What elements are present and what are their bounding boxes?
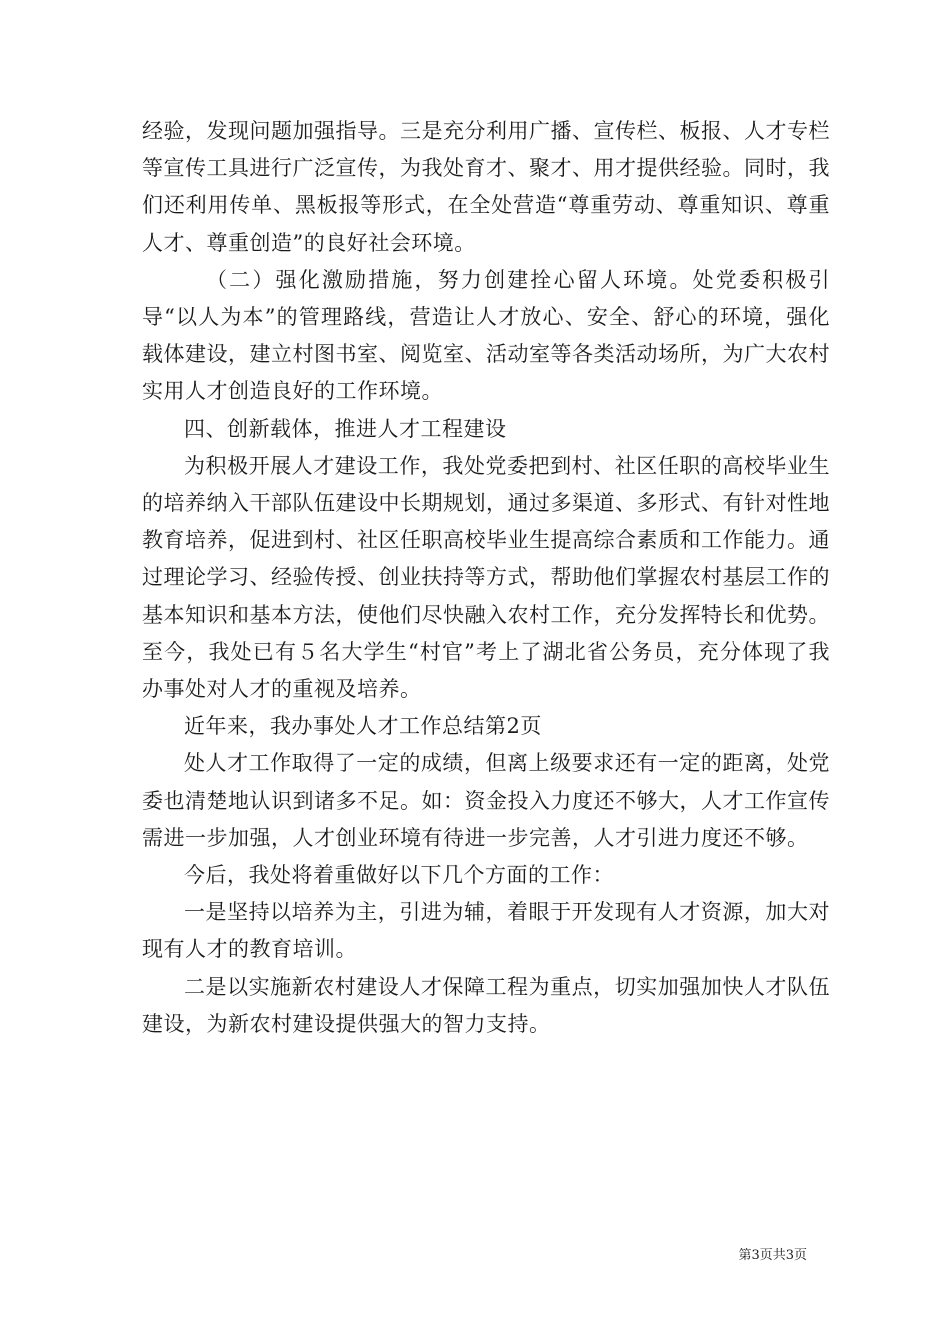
paragraph-9: 二是以实施新农村建设人才保障工程为重点，切实加强加快人才队伍建设，为新农村建设提供强大的智力支持。	[142, 974, 830, 1036]
page-number-footer: 第3页共3页	[738, 1248, 807, 1263]
paragraph-6: 处人才工作取得了一定的成绩，但离上级要求还有一定的距离，处党委也清楚地认识到诸多不足。如：资金投入力度还不够大，人才工作宣传需进一步加强，人才创业环境有待进一步完善，人才引进力度还不够。	[142, 751, 830, 850]
document-body	[142, 113, 830, 1043]
paragraph-1: 经验，发现问题加强指导。三是充分利用广播、宣传栏、板报、人才专栏等宣传工具进行广泛宣传，为我处育才、聚才、用才提供经验。同时，我们还利用传单、黑板报等形式，在全处营造“尊重劳动、尊重知识、尊重人才、尊重创造”的良好社会环境。	[142, 119, 830, 255]
paragraph-4: 为积极开展人才建设工作，我处党委把到村、社区任职的高校毕业生的培养纳入干部队伍建设中长期规划，通过多渠道、多形式、有针对性地教育培养，促进到村、社区任职高校毕业生提高综合素质和工作能力。通过理论学习、经验传授、创业扶持等方式，帮助他们掌握农村基层工作的基本知识和基本方法，使他们尽快融入农村工作，充分发挥特长和优势。至今，我处已有５名大学生“村官”考上了湖北省公务员，充分体现了我办事处对人才的重视及培养。	[142, 453, 830, 702]
paragraph-8: 一是坚持以培养为主，引进为辅，着眼于开发现有人才资源，加大对现有人才的教育培训。	[142, 900, 830, 962]
paragraph-5: 近年来，我办事处人才工作总结第2页	[184, 714, 542, 739]
paragraph-7: 今后，我处将着重做好以下几个方面的工作：	[184, 863, 614, 888]
paragraph-2-section-two: （二）强化激励措施，努力创建拴心留人环境。处党委积极引导“以人为本”的管理路线，营造让人才放心、安全、舒心的环境，强化载体建设，建立村图书室、阅览室、活动室等各类活动场所，为广大农村实用人才创造良好的工作环境。	[142, 267, 830, 404]
section-heading-four: 四、创新载体，推进人才工程建设	[184, 416, 507, 441]
